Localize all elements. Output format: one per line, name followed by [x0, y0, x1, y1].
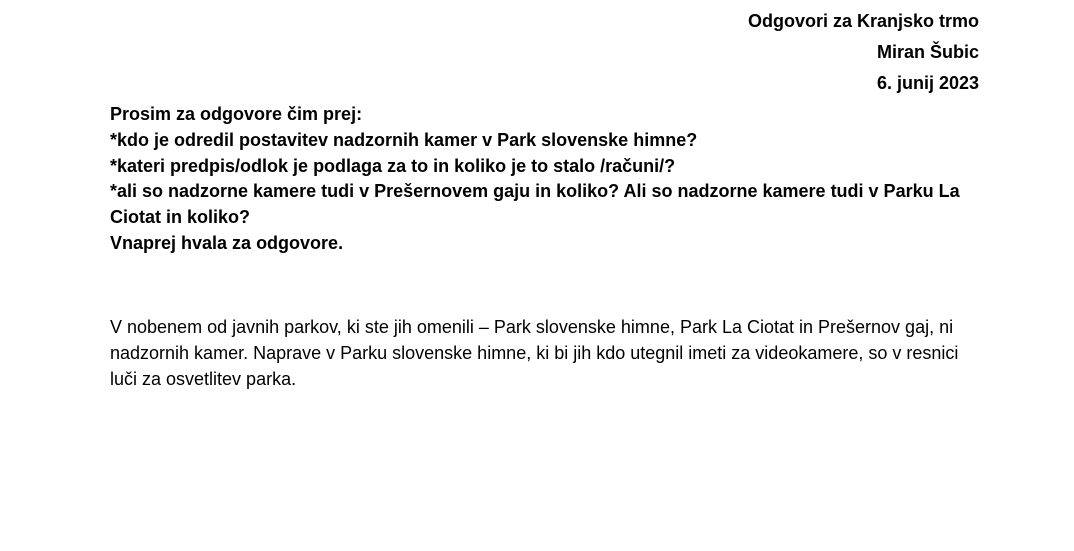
answer-paragraph: V nobenem od javnih parkov, ki ste jih omenili – Park slovenske himne, Park La Ciotat in Prešernov gaj, ni nadzornih kamer. Naprave v Parku slovenske himne, ki bi jih kdo utegnil imeti za videokamere, so v resnici luči za osvetlitev parka. [110, 317, 959, 389]
question-3: *ali so nadzorne kamere tudi v Prešernovem gaju in koliko? Ali so nadzorne kamere tudi v Parku La Ciotat in koliko? [110, 181, 960, 228]
author-line: Miran Šubic [876, 42, 979, 62]
document-header [748, 6, 979, 99]
question-2: *kateri predpis/odlok je podlaga za to in koliko je to stalo /računi/? [110, 155, 676, 176]
questions-block [110, 102, 990, 257]
question-1: *kdo je odredil postavitev nadzornih kamer v Park slovenske himne? [110, 129, 698, 150]
recipient-line: Odgovori za Kranjsko trmo [747, 11, 979, 31]
date-line: 6. junij 2023 [876, 73, 979, 93]
questions-thanks: Vnaprej hvala za odgovore. [110, 232, 344, 253]
questions-intro: Prosim za odgovore čim prej: [110, 104, 363, 124]
